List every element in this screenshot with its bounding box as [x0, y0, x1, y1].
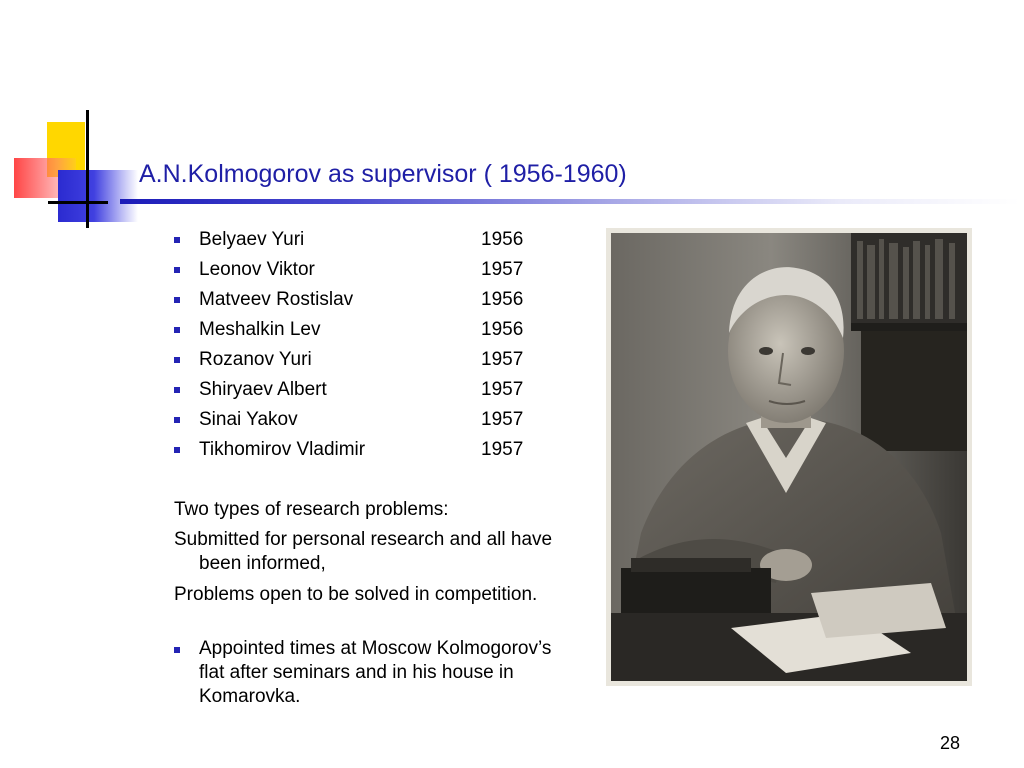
title-underline	[120, 199, 1020, 204]
student-year: 1957	[481, 379, 524, 400]
student-year: 1957	[481, 409, 524, 430]
bullet-icon	[174, 387, 180, 393]
page-number: 28	[940, 733, 961, 753]
student-name: Meshalkin Lev	[199, 319, 321, 340]
horizontal-line-decoration	[48, 201, 108, 204]
bullet-icon	[174, 297, 180, 303]
research-types-heading: Two types of research problems:	[174, 499, 449, 520]
kolmogorov-portrait-photo	[611, 233, 967, 681]
blue-square-decoration	[58, 170, 138, 222]
student-year: 1956	[481, 289, 524, 310]
appointed-times-note	[172, 637, 552, 709]
student-year: 1956	[481, 229, 524, 250]
student-name: Rozanov Yuri	[199, 349, 312, 370]
student-year: 1957	[481, 439, 524, 460]
bullet-icon	[174, 417, 180, 423]
vertical-line-decoration	[86, 110, 89, 228]
bullet-icon	[174, 327, 180, 333]
student-year: 1956	[481, 319, 524, 340]
student-name: Leonov Viktor	[199, 259, 315, 280]
student-year: 1957	[481, 349, 524, 370]
bullet-icon	[174, 447, 180, 453]
research-type-competition: Problems open to be solved in competition.	[174, 584, 538, 605]
bullet-icon	[174, 237, 180, 243]
student-name: Matveev Rostislav	[199, 289, 354, 310]
student-year: 1957	[481, 259, 524, 280]
student-name: Shiryaev Albert	[199, 379, 327, 400]
bullet-icon	[174, 267, 180, 273]
slide-title: A.N.Kolmogorov as supervisor ( 1956-1960)	[139, 160, 627, 188]
bullet-icon	[174, 647, 180, 653]
appointed-times-text: Appointed times at Moscow Kolmogorov’s flat after seminars and in his house in Komarovka.	[199, 638, 552, 707]
student-name: Tikhomirov Vladimir	[199, 439, 366, 460]
research-type-personal: Submitted for personal research and all have been informed,	[174, 529, 553, 574]
student-name: Belyaev Yuri	[199, 229, 305, 250]
bullet-icon	[174, 357, 180, 363]
student-name: Sinai Yakov	[199, 409, 298, 430]
